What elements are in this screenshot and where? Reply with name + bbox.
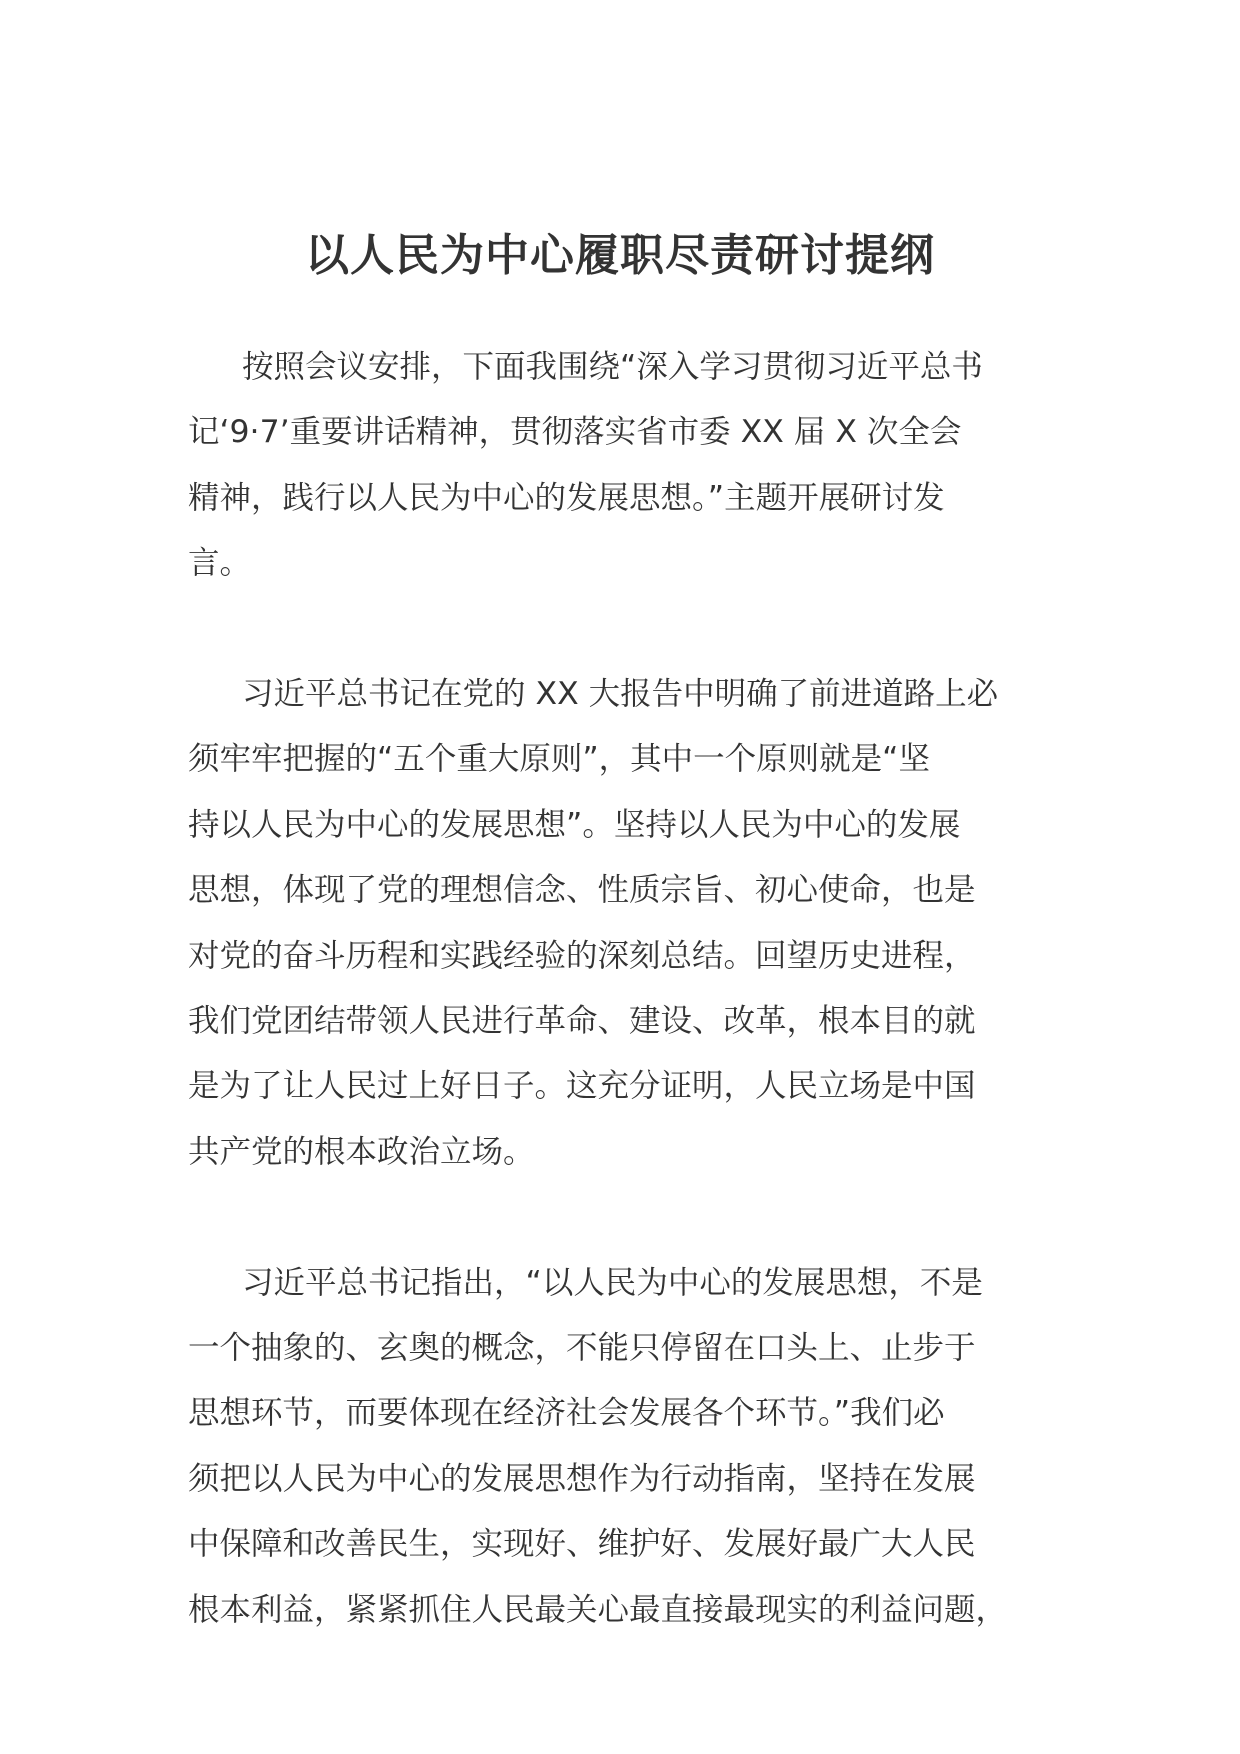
text-line: 对党的奋斗历程和实践经验的深刻总结。回望历史进程， [188,937,976,974]
paragraph-1 [188,335,1050,597]
text-line: 须把以人民为中心的发展思想作为行动指南，坚持在发展 [188,1460,976,1497]
text-line: 习近平总书记指出，“以人民为中心的发展思想，不是 [242,1264,983,1301]
text-line: 中保障和改善民生，实现好、维护好、发展好最广大人民 [188,1526,976,1563]
text-line: 精神，践行以人民为中心的发展思想。”主题开展研讨发 [188,479,945,516]
text-line: 我们党团结带领人民进行革命、建设、改革，根本目的就 [188,1003,976,1040]
document-body [188,335,1050,1643]
text-line: 须牢牢把握的“五个重大原则”，其中一个原则就是“坚 [188,741,930,778]
text-line: 一个抽象的、玄奥的概念，不能只停留在口头上、止步于 [188,1330,976,1367]
text-line: 共产党的根本政治立场。 [188,1133,535,1170]
text-line: 思想环节，而要体现在经济社会发展各个环节。”我们必 [188,1395,945,1432]
text-line: 持以人民为中心的发展思想”。坚持以人民为中心的发展 [188,806,961,843]
text-line: 根本利益，紧紧抓住人民最关心最直接最现实的利益问题， [188,1591,1008,1628]
text-line: 按照会议安排，下面我围绕“深入学习贯彻习近平总书 [242,349,983,385]
text-line: 是为了让人民过上好日子。这充分证明，人民立场是中国 [188,1068,976,1105]
paragraph-3 [188,1251,1050,1643]
text-line: 记‘9·7’重要讲话精神，贯彻落实省市委 XX 届 X 次全会 [188,414,962,451]
text-line: 言。 [188,545,252,582]
text-line: 习近平总书记在党的 XX 大报告中明确了前进道路上必 [242,676,999,713]
text-line: 思想，体现了党的理想信念、性质宗旨、初心使命，也是 [188,872,976,909]
document-title: 以人民为中心履职尽责研讨提纲 [305,230,935,281]
paragraph-2 [188,662,1050,1185]
